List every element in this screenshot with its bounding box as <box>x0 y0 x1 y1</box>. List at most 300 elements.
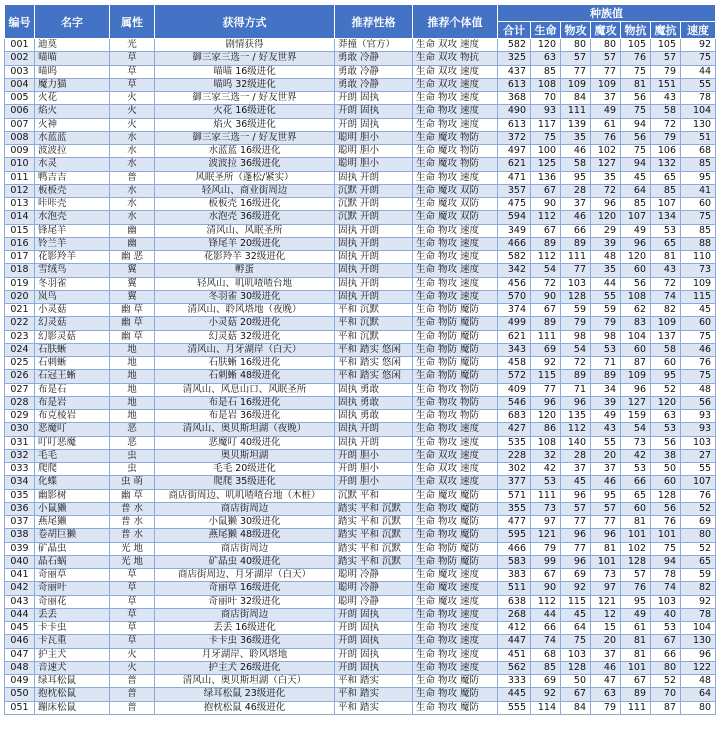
cell-matk: 49 <box>591 105 621 118</box>
cell-atk: 35 <box>561 131 591 144</box>
table-row <box>5 675 716 688</box>
cell-total: 595 <box>498 529 531 542</box>
cell-atk: 79 <box>561 317 591 330</box>
cell-mdef: 72 <box>651 277 681 290</box>
cell-nature: 踏实 平和 沉默 <box>335 529 413 542</box>
cell-nature: 平和 沉默 <box>335 330 413 343</box>
cell-attribute: 幽 草 <box>110 304 155 317</box>
cell-mdef: 38 <box>651 449 681 462</box>
cell-hp: 70 <box>531 92 561 105</box>
cell-name: 燕尾獭 <box>35 516 110 529</box>
cell-nature: 沉默 平和 <box>335 489 413 502</box>
cell-matk: 79 <box>591 701 621 714</box>
cell-attribute: 普 水 <box>110 529 155 542</box>
cell-total: 445 <box>498 688 531 701</box>
table-row <box>5 118 716 131</box>
cell-speed: 107 <box>681 476 716 489</box>
cell-method: 石刺蜥 48级进化 <box>155 370 335 383</box>
cell-atk: 103 <box>561 277 591 290</box>
cell-iv: 生命 物攻 魔防 <box>413 701 498 714</box>
cell-method: 喵呜 32级进化 <box>155 78 335 91</box>
cell-nature: 开朗 固执 <box>335 608 413 621</box>
cell-hp: 86 <box>531 423 561 436</box>
cell-method: 布是石 16级进化 <box>155 396 335 409</box>
table-row <box>5 198 716 211</box>
cell-id: 014 <box>5 211 35 224</box>
cell-def: 60 <box>621 264 651 277</box>
cell-speed: 68 <box>681 145 716 158</box>
cell-hp: 67 <box>531 224 561 237</box>
cell-total: 409 <box>498 383 531 396</box>
cell-total: 343 <box>498 343 531 356</box>
cell-atk: 69 <box>561 569 591 582</box>
cell-mdef: 107 <box>651 198 681 211</box>
cell-mdef: 106 <box>651 145 681 158</box>
cell-method: 矿晶虫 40级进化 <box>155 555 335 568</box>
table-row <box>5 449 716 462</box>
cell-id: 034 <box>5 476 35 489</box>
cell-total: 571 <box>498 489 531 502</box>
cell-hp: 79 <box>531 542 561 555</box>
cell-matk: 35 <box>591 264 621 277</box>
cell-hp: 120 <box>531 410 561 423</box>
cell-total: 555 <box>498 701 531 714</box>
cell-attribute: 普 <box>110 171 155 184</box>
cell-total: 477 <box>498 516 531 529</box>
cell-speed: 46 <box>681 343 716 356</box>
cell-total: 228 <box>498 449 531 462</box>
cell-hp: 44 <box>531 608 561 621</box>
cell-total: 499 <box>498 317 531 330</box>
cell-def: 54 <box>621 423 651 436</box>
cell-def: 75 <box>621 65 651 78</box>
cell-name: 石冠王蜥 <box>35 370 110 383</box>
cell-iv: 生命 物攻 魔防 <box>413 516 498 529</box>
cell-id: 045 <box>5 622 35 635</box>
cell-iv: 生命 双攻 速度 <box>413 78 498 91</box>
cell-speed: 45 <box>681 304 716 317</box>
header-iv: 推荐个体值 <box>413 5 498 39</box>
cell-mdef: 109 <box>651 317 681 330</box>
cell-total: 412 <box>498 622 531 635</box>
cell-hp: 112 <box>531 211 561 224</box>
cell-total: 377 <box>498 476 531 489</box>
cell-total: 349 <box>498 224 531 237</box>
cell-speed: 65 <box>681 555 716 568</box>
cell-iv: 生命 魔攻 双防 <box>413 211 498 224</box>
cell-attribute: 普 水 <box>110 516 155 529</box>
table-row <box>5 330 716 343</box>
cell-method: 卡卡虫 36级进化 <box>155 635 335 648</box>
cell-id: 015 <box>5 224 35 237</box>
cell-attribute: 普 <box>110 675 155 688</box>
cell-id: 030 <box>5 423 35 436</box>
cell-id: 047 <box>5 648 35 661</box>
cell-id: 012 <box>5 184 35 197</box>
cell-atk: 71 <box>561 383 591 396</box>
cell-hp: 111 <box>531 489 561 502</box>
cell-def: 67 <box>621 675 651 688</box>
cell-iv: 生命 物防 魔防 <box>413 357 498 370</box>
header-stat-def: 物抗 <box>621 22 651 39</box>
cell-matk: 47 <box>591 675 621 688</box>
cell-total: 570 <box>498 290 531 303</box>
cell-attribute: 火 <box>110 105 155 118</box>
cell-nature: 固执 开朗 <box>335 251 413 264</box>
cell-speed: 48 <box>681 383 716 396</box>
cell-method: 爬爬 35级进化 <box>155 476 335 489</box>
cell-attribute: 草 <box>110 582 155 595</box>
cell-atk: 95 <box>561 171 591 184</box>
cell-mdef: 151 <box>651 78 681 91</box>
cell-nature: 开朗 固执 <box>335 105 413 118</box>
cell-total: 342 <box>498 264 531 277</box>
cell-atk: 59 <box>561 304 591 317</box>
cell-attribute: 草 <box>110 608 155 621</box>
cell-total: 638 <box>498 595 531 608</box>
cell-name: 奇丽叶 <box>35 582 110 595</box>
table-row <box>5 701 716 714</box>
cell-name: 恶魔叮 <box>35 423 110 436</box>
cell-atk: 28 <box>561 449 591 462</box>
header-nature: 推荐性格 <box>335 5 413 39</box>
cell-method: 商店街周边、叽叽喳喳台地（木桩） <box>155 489 335 502</box>
table-row <box>5 595 716 608</box>
cell-iv: 生命 物攻 速度 <box>413 92 498 105</box>
cell-hp: 72 <box>531 277 561 290</box>
cell-total: 447 <box>498 635 531 648</box>
table-row <box>5 264 716 277</box>
cell-matk: 44 <box>591 277 621 290</box>
cell-attribute: 幽 <box>110 224 155 237</box>
table-row <box>5 171 716 184</box>
cell-nature: 开朗 固执 <box>335 648 413 661</box>
cell-method: 月牙湖岸、聆风塔地 <box>155 648 335 661</box>
cell-atk: 84 <box>561 701 591 714</box>
cell-mdef: 52 <box>651 383 681 396</box>
cell-def: 96 <box>621 383 651 396</box>
cell-def: 42 <box>621 449 651 462</box>
cell-method: 商店街周边 <box>155 608 335 621</box>
cell-matk: 80 <box>591 39 621 52</box>
cell-mdef: 105 <box>651 39 681 52</box>
cell-total: 456 <box>498 277 531 290</box>
cell-name: 晶石蜗 <box>35 555 110 568</box>
cell-iv: 生命 物攻 速度 <box>413 251 498 264</box>
cell-mdef: 120 <box>651 396 681 409</box>
cell-attribute: 草 <box>110 622 155 635</box>
header-stats-group: 种族值 <box>498 5 716 22</box>
cell-total: 372 <box>498 131 531 144</box>
cell-id: 006 <box>5 105 35 118</box>
cell-name: 火神 <box>35 118 110 131</box>
cell-matk: 12 <box>591 608 621 621</box>
cell-attribute: 火 <box>110 118 155 131</box>
cell-atk: 57 <box>561 52 591 65</box>
cell-iv: 生命 物攻 速度 <box>413 423 498 436</box>
cell-nature: 勇敢 冷静 <box>335 52 413 65</box>
cell-mdef: 74 <box>651 290 681 303</box>
cell-atk: 96 <box>561 555 591 568</box>
cell-nature: 踏实 平和 沉默 <box>335 555 413 568</box>
table-row <box>5 383 716 396</box>
cell-def: 120 <box>621 251 651 264</box>
cell-id: 041 <box>5 569 35 582</box>
cell-total: 471 <box>498 171 531 184</box>
cell-speed: 93 <box>681 423 716 436</box>
cell-attribute: 光 <box>110 39 155 52</box>
cell-method: 焰火 36级进化 <box>155 118 335 131</box>
table-row <box>5 582 716 595</box>
table-row <box>5 78 716 91</box>
cell-name: 雪绒鸟 <box>35 264 110 277</box>
cell-method: 奇丽草 16级进化 <box>155 582 335 595</box>
cell-attribute: 恶 <box>110 436 155 449</box>
cell-mdef: 43 <box>651 92 681 105</box>
cell-def: 53 <box>621 463 651 476</box>
cell-name: 喵呜 <box>35 65 110 78</box>
cell-mdef: 82 <box>651 304 681 317</box>
cell-atk: 96 <box>561 396 591 409</box>
cell-method: 燕尾獭 48级进化 <box>155 529 335 542</box>
cell-def: 81 <box>621 635 651 648</box>
cell-iv: 生命 物攻 速度 <box>413 635 498 648</box>
cell-speed: 73 <box>681 264 716 277</box>
cell-method: 奇丽叶 32级进化 <box>155 595 335 608</box>
cell-atk: 50 <box>561 675 591 688</box>
cell-hp: 67 <box>531 569 561 582</box>
cell-hp: 69 <box>531 675 561 688</box>
cell-iv: 生命 物攻 魔防 <box>413 688 498 701</box>
cell-speed: 76 <box>681 357 716 370</box>
cell-atk: 77 <box>561 65 591 78</box>
cell-nature: 开朗 固执 <box>335 661 413 674</box>
cell-name: 冬羽雀 <box>35 277 110 290</box>
cell-method: 抱枕松鼠 46级进化 <box>155 701 335 714</box>
cell-matk: 127 <box>591 158 621 171</box>
table-row <box>5 476 716 489</box>
cell-total: 546 <box>498 396 531 409</box>
cell-nature: 开朗 固执 <box>335 118 413 131</box>
cell-atk: 128 <box>561 661 591 674</box>
cell-def: 95 <box>621 595 651 608</box>
table-row <box>5 608 716 621</box>
cell-total: 302 <box>498 463 531 476</box>
cell-matk: 63 <box>591 688 621 701</box>
cell-name: 板板壳 <box>35 184 110 197</box>
cell-atk: 115 <box>561 595 591 608</box>
cell-hp: 125 <box>531 158 561 171</box>
cell-hp: 90 <box>531 198 561 211</box>
cell-matk: 46 <box>591 476 621 489</box>
cell-def: 81 <box>621 516 651 529</box>
cell-nature: 固执 开朗 <box>335 224 413 237</box>
cell-attribute: 火 <box>110 661 155 674</box>
cell-mdef: 85 <box>651 184 681 197</box>
cell-name: 护主犬 <box>35 648 110 661</box>
cell-attribute: 虫 <box>110 463 155 476</box>
cell-method: 绿耳松鼠 23级进化 <box>155 688 335 701</box>
cell-def: 159 <box>621 410 651 423</box>
cell-speed: 92 <box>681 595 716 608</box>
table-row <box>5 52 716 65</box>
cell-mdef: 132 <box>651 158 681 171</box>
cell-matk: 77 <box>591 516 621 529</box>
cell-speed: 55 <box>681 78 716 91</box>
cell-mdef: 70 <box>651 688 681 701</box>
cell-speed: 110 <box>681 251 716 264</box>
cell-matk: 102 <box>591 145 621 158</box>
cell-total: 427 <box>498 423 531 436</box>
cell-method: 御三家三选一 / 好友世界 <box>155 92 335 105</box>
cell-name: 布是岩 <box>35 396 110 409</box>
cell-nature: 聪明 胆小 <box>335 131 413 144</box>
cell-matk: 46 <box>591 661 621 674</box>
cell-method: 冬羽雀 30级进化 <box>155 290 335 303</box>
cell-attribute: 恶 <box>110 423 155 436</box>
cell-def: 96 <box>621 237 651 250</box>
table-row <box>5 105 716 118</box>
cell-total: 451 <box>498 648 531 661</box>
cell-matk: 34 <box>591 383 621 396</box>
cell-name: 小鼠獭 <box>35 502 110 515</box>
cell-id: 011 <box>5 171 35 184</box>
cell-atk: 139 <box>561 118 591 131</box>
cell-speed: 78 <box>681 92 716 105</box>
cell-nature: 固执 勇敢 <box>335 383 413 396</box>
cell-name: 蹦床松鼠 <box>35 701 110 714</box>
cell-speed: 92 <box>681 39 716 52</box>
cell-attribute: 草 <box>110 635 155 648</box>
cell-speed: 55 <box>681 463 716 476</box>
cell-name: 水蓝蓝 <box>35 131 110 144</box>
cell-name: 鸭吉吉 <box>35 171 110 184</box>
cell-atk: 80 <box>561 39 591 52</box>
cell-name: 卡卡虫 <box>35 622 110 635</box>
cell-name: 魔力猫 <box>35 78 110 91</box>
cell-atk: 58 <box>561 158 591 171</box>
cell-def: 57 <box>621 569 651 582</box>
cell-total: 621 <box>498 158 531 171</box>
cell-atk: 28 <box>561 184 591 197</box>
cell-speed: 82 <box>681 582 716 595</box>
cell-nature: 平和 踏实 <box>335 688 413 701</box>
cell-mdef: 137 <box>651 330 681 343</box>
cell-total: 683 <box>498 410 531 423</box>
cell-iv: 生命 魔攻 物防 <box>413 145 498 158</box>
cell-hp: 92 <box>531 688 561 701</box>
cell-nature: 开朗 胆小 <box>335 463 413 476</box>
cell-speed: 75 <box>681 370 716 383</box>
cell-speed: 115 <box>681 290 716 303</box>
cell-speed: 78 <box>681 608 716 621</box>
cell-nature: 固执 开朗 <box>335 290 413 303</box>
cell-method: 火花 16级进化 <box>155 105 335 118</box>
cell-name: 抱枕松鼠 <box>35 688 110 701</box>
cell-iv: 生命 双攻 速度 <box>413 39 498 52</box>
cell-attribute: 普 <box>110 701 155 714</box>
cell-nature: 开朗 胆小 <box>335 449 413 462</box>
cell-total: 374 <box>498 304 531 317</box>
cell-speed: 52 <box>681 502 716 515</box>
cell-attribute: 翼 <box>110 290 155 303</box>
cell-attribute: 草 <box>110 569 155 582</box>
cell-method: 护主犬 26级进化 <box>155 661 335 674</box>
cell-iv: 生命 物攻 速度 <box>413 264 498 277</box>
cell-id: 003 <box>5 65 35 78</box>
cell-nature: 开朗 固执 <box>335 622 413 635</box>
cell-id: 021 <box>5 304 35 317</box>
table-row <box>5 489 716 502</box>
cell-iv: 生命 物攻 速度 <box>413 436 498 449</box>
table-row <box>5 370 716 383</box>
cell-def: 45 <box>621 171 651 184</box>
cell-atk: 77 <box>561 516 591 529</box>
cell-iv: 生命 物攻 速度 <box>413 277 498 290</box>
cell-method: 轻风山、叽叽喳喳台地 <box>155 277 335 290</box>
cell-id: 031 <box>5 436 35 449</box>
cell-name: 喵喵 <box>35 52 110 65</box>
cell-total: 355 <box>498 502 531 515</box>
cell-iv: 生命 物防 魔防 <box>413 317 498 330</box>
cell-nature: 沉默 开朗 <box>335 211 413 224</box>
cell-mdef: 65 <box>651 237 681 250</box>
cell-speed: 27 <box>681 449 716 462</box>
cell-iv: 生命 魔攻 双防 <box>413 198 498 211</box>
table-row <box>5 661 716 674</box>
cell-attribute: 普 <box>110 688 155 701</box>
cell-attribute: 光 地 <box>110 542 155 555</box>
cell-def: 56 <box>621 131 651 144</box>
cell-hp: 96 <box>531 396 561 409</box>
cell-hp: 108 <box>531 78 561 91</box>
cell-attribute: 幽 恶 <box>110 251 155 264</box>
cell-hp: 66 <box>531 622 561 635</box>
cell-nature: 踏实 平和 沉默 <box>335 502 413 515</box>
cell-matk: 48 <box>591 251 621 264</box>
cell-id: 027 <box>5 383 35 396</box>
cell-speed: 75 <box>681 330 716 343</box>
cell-attribute: 幽 草 <box>110 317 155 330</box>
cell-iv: 生命 双攻 速度 <box>413 463 498 476</box>
cell-matk: 97 <box>591 582 621 595</box>
cell-atk: 111 <box>561 105 591 118</box>
cell-attribute: 水 <box>110 131 155 144</box>
cell-hp: 89 <box>531 237 561 250</box>
table-row <box>5 224 716 237</box>
cell-id: 026 <box>5 370 35 383</box>
cell-iv: 生命 物攻 魔防 <box>413 529 498 542</box>
cell-speed: 56 <box>681 396 716 409</box>
cell-hp: 115 <box>531 370 561 383</box>
cell-matk: 73 <box>591 569 621 582</box>
cell-atk: 67 <box>561 688 591 701</box>
cell-atk: 111 <box>561 251 591 264</box>
cell-iv: 生命 物攻 魔防 <box>413 502 498 515</box>
cell-def: 94 <box>621 158 651 171</box>
cell-speed: 96 <box>681 648 716 661</box>
cell-id: 039 <box>5 542 35 555</box>
cell-id: 018 <box>5 264 35 277</box>
cell-speed: 103 <box>681 436 716 449</box>
cell-id: 038 <box>5 529 35 542</box>
cell-id: 044 <box>5 608 35 621</box>
table-row <box>5 237 716 250</box>
cell-def: 127 <box>621 396 651 409</box>
cell-name: 幻灵菇 <box>35 317 110 330</box>
cell-name: 岚鸟 <box>35 290 110 303</box>
cell-iv: 生命 物防 魔防 <box>413 343 498 356</box>
